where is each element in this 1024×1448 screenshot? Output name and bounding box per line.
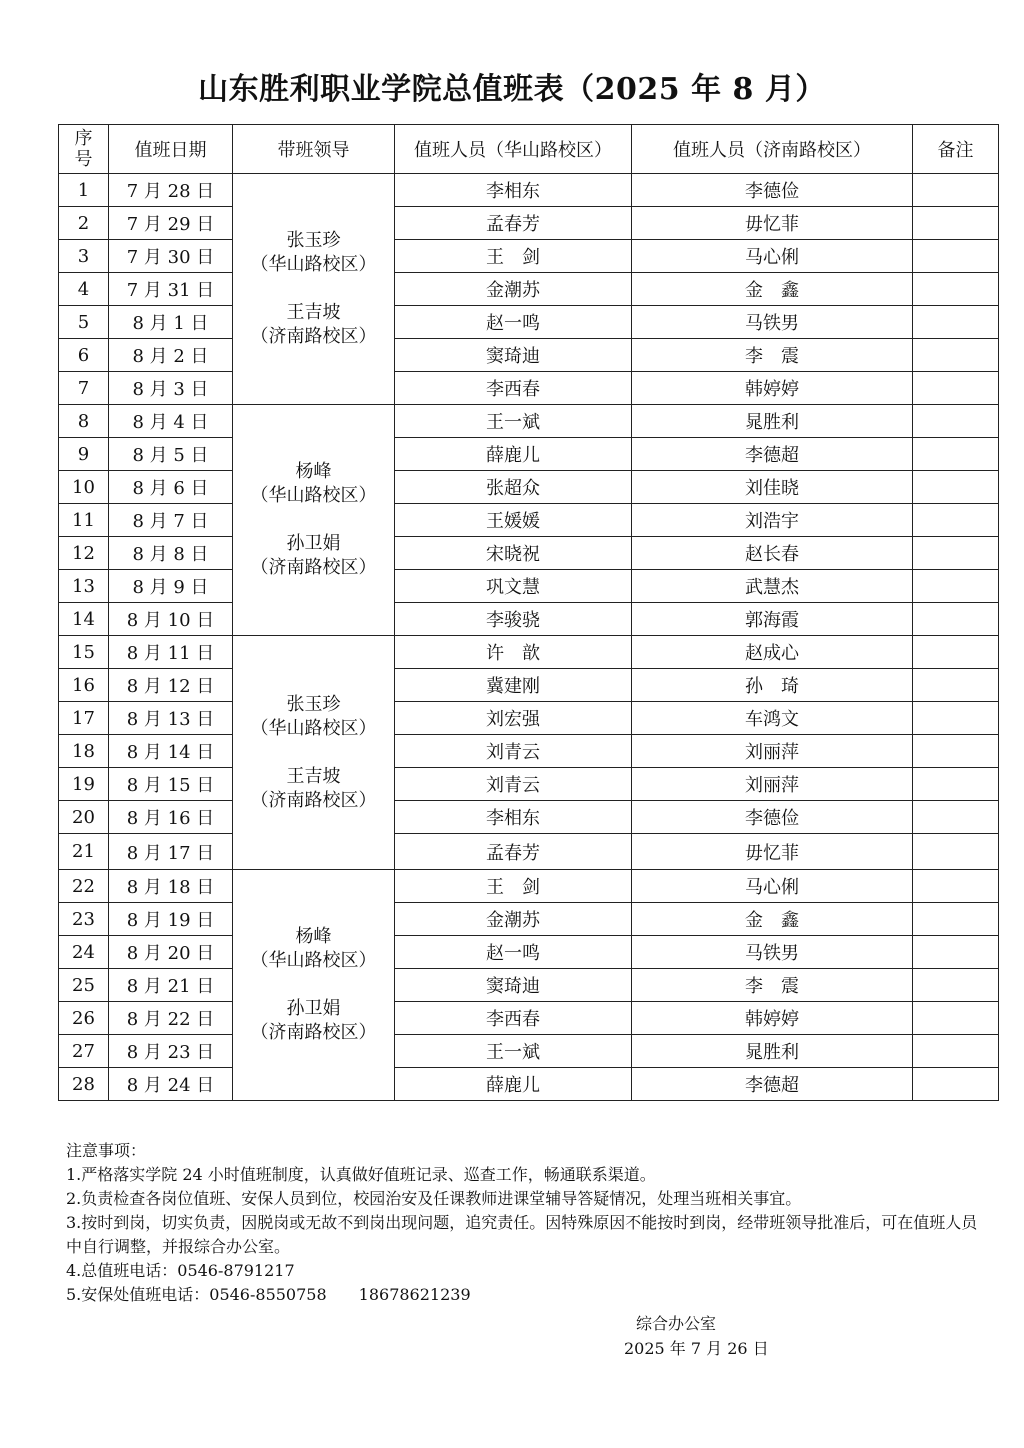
row-huashan-staff: 李西春 [395,372,632,405]
row-date: 8 月 7 日 [109,504,233,537]
row-remark [913,240,999,273]
row-date: 8 月 17 日 [109,834,233,870]
header-seq-line1: 序 [74,128,93,149]
row-jinan-staff: 晁胜利 [632,405,913,438]
row-seq: 27 [59,1035,109,1068]
row-jinan-staff: 马铁男 [632,306,913,339]
table-row [59,306,999,339]
row-huashan-staff: 薛鹿儿 [395,1068,632,1101]
leader-group-cell [233,174,395,405]
note-item: 1.严格落实学院 24 小时值班制度，认真做好值班记录、巡查工作，畅通联系渠道。 [66,1165,656,1184]
table-row [59,969,999,1002]
leader-group-cell [233,636,395,870]
leader-group-cell [233,870,395,1101]
row-date: 8 月 4 日 [109,405,233,438]
row-date: 8 月 9 日 [109,570,233,603]
row-remark [913,207,999,240]
leader-name-huashan: 张玉珍 [286,693,341,715]
row-huashan-staff: 王一斌 [395,1035,632,1068]
notes-heading: 注意事项： [66,1141,147,1160]
header-seq-line2: 号 [74,149,93,170]
row-seq: 18 [59,735,109,768]
table-row [59,207,999,240]
row-huashan-staff: 薛鹿儿 [395,438,632,471]
row-huashan-staff: 王一斌 [395,405,632,438]
table-header-row [59,125,999,174]
table-row [59,936,999,969]
row-remark [913,702,999,735]
row-date: 7 月 29 日 [109,207,233,240]
table-row [59,870,999,903]
row-remark [913,870,999,903]
table-row [59,801,999,834]
row-date: 8 月 20 日 [109,936,233,969]
leader-name-jinan: 王吉坡 [286,765,341,787]
row-remark [913,306,999,339]
row-seq: 26 [59,1002,109,1035]
page-title: 山东胜利职业学院总值班表（2025 年 8 月） [198,72,826,107]
row-date: 8 月 15 日 [109,768,233,801]
row-remark [913,768,999,801]
leader-name-jinan: 孙卫娟 [286,533,341,554]
signature-block [624,1311,784,1361]
row-date: 8 月 8 日 [109,537,233,570]
row-huashan-staff: 刘青云 [395,768,632,801]
row-jinan-staff: 韩婷婷 [632,1002,913,1035]
row-huashan-staff: 巩文慧 [395,570,632,603]
row-date: 8 月 24 日 [109,1068,233,1101]
row-remark [913,636,999,669]
row-jinan-staff: 金 鑫 [632,903,913,936]
row-jinan-staff: 金 鑫 [632,273,913,306]
row-date: 8 月 3 日 [109,372,233,405]
table-row [59,1068,999,1101]
table-row [59,903,999,936]
row-date: 8 月 19 日 [109,903,233,936]
row-seq: 9 [59,438,109,471]
row-date: 7 月 30 日 [109,240,233,273]
row-huashan-staff: 窦琦迪 [395,969,632,1002]
row-huashan-staff: 赵一鸣 [395,306,632,339]
row-remark [913,969,999,1002]
row-seq: 1 [59,174,109,207]
row-jinan-staff: 马心俐 [632,240,913,273]
row-jinan-staff: 刘浩宇 [632,504,913,537]
row-jinan-staff: 刘丽萍 [632,768,913,801]
leader-campus-jinan: （济南路校区） [250,1022,377,1043]
row-huashan-staff: 金潮苏 [395,273,632,306]
row-jinan-staff: 孙 琦 [632,669,913,702]
row-jinan-staff: 刘佳晓 [632,471,913,504]
table-row [59,372,999,405]
row-date: 8 月 2 日 [109,339,233,372]
row-seq: 16 [59,669,109,702]
leader-spacer [233,508,394,532]
row-huashan-staff: 王 剑 [395,870,632,903]
row-jinan-staff: 武慧杰 [632,570,913,603]
leader-campus-jinan: （济南路校区） [250,557,377,578]
row-date: 8 月 23 日 [109,1035,233,1068]
table-row [59,339,999,372]
row-huashan-staff: 刘宏强 [395,702,632,735]
row-seq: 4 [59,273,109,306]
note-item: 3.按时到岗，切实负责，因脱岗或无故不到岗出现问题，追究责任。因特殊原因不能按时到岗，经带班领导批准后，可在值班人员中自行调整，并报综合办公室。 [66,1213,978,1256]
row-jinan-staff: 赵长春 [632,537,913,570]
table-row [59,834,999,870]
row-seq: 8 [59,405,109,438]
row-remark [913,537,999,570]
header-huashan-staff: 值班人员（华山路校区） [395,125,632,174]
row-date: 8 月 5 日 [109,438,233,471]
row-jinan-staff: 毋忆菲 [632,207,913,240]
row-huashan-staff: 李西春 [395,1002,632,1035]
row-huashan-staff: 李骏骁 [395,603,632,636]
row-huashan-staff: 孟春芳 [395,834,632,870]
row-seq: 17 [59,702,109,735]
row-jinan-staff: 刘丽萍 [632,735,913,768]
leader-spacer [233,973,394,997]
leader-campus-jinan: （济南路校区） [250,326,377,347]
row-date: 8 月 12 日 [109,669,233,702]
row-seq: 19 [59,768,109,801]
row-remark [913,1068,999,1101]
row-date: 8 月 6 日 [109,471,233,504]
row-seq: 28 [59,1068,109,1101]
note-item: 4.总值班电话：0546-8791217 [66,1261,295,1280]
row-jinan-staff: 李德超 [632,438,913,471]
table-row [59,603,999,636]
row-remark [913,669,999,702]
row-date: 8 月 16 日 [109,801,233,834]
row-jinan-staff: 李 震 [632,969,913,1002]
row-huashan-staff: 王媛媛 [395,504,632,537]
row-seq: 24 [59,936,109,969]
leader-campus-huashan: （华山路校区） [250,717,377,739]
table-row [59,702,999,735]
row-remark [913,372,999,405]
row-huashan-staff: 冀建刚 [395,669,632,702]
row-remark [913,405,999,438]
table-row [59,1035,999,1068]
issue-date: 2025 年 7 月 26 日 [624,1339,769,1358]
row-huashan-staff: 孟春芳 [395,207,632,240]
row-date: 8 月 18 日 [109,870,233,903]
table-row [59,471,999,504]
row-seq: 25 [59,969,109,1002]
row-huashan-staff: 李相东 [395,801,632,834]
leader-campus-huashan: （华山路校区） [250,950,377,971]
row-date: 8 月 10 日 [109,603,233,636]
leader-campus-huashan: （华山路校区） [250,254,377,275]
duty-schedule-table [58,124,999,1101]
row-jinan-staff: 车鸿文 [632,702,913,735]
leader-name-jinan: 王吉坡 [286,302,341,323]
row-seq: 7 [59,372,109,405]
leader-group-cell [233,405,395,636]
row-remark [913,603,999,636]
header-seq [59,125,109,174]
leader-spacer [233,741,394,765]
table-row [59,405,999,438]
row-remark [913,834,999,870]
row-date: 7 月 28 日 [109,174,233,207]
row-seq: 13 [59,570,109,603]
leader-name-huashan: 杨峰 [295,926,332,947]
row-seq: 3 [59,240,109,273]
row-huashan-staff: 王 剑 [395,240,632,273]
row-huashan-staff: 张超众 [395,471,632,504]
row-seq: 23 [59,903,109,936]
row-seq: 10 [59,471,109,504]
header-leader: 带班领导 [233,125,395,174]
row-jinan-staff: 赵成心 [632,636,913,669]
leader-name-jinan: 孙卫娟 [286,998,341,1019]
table-body [59,174,999,1101]
row-remark [913,735,999,768]
row-seq: 15 [59,636,109,669]
leader-campus-huashan: （华山路校区） [250,485,377,506]
row-date: 8 月 11 日 [109,636,233,669]
row-remark [913,936,999,969]
row-jinan-staff: 李德超 [632,1068,913,1101]
row-remark [913,1002,999,1035]
table-row [59,1002,999,1035]
table-row [59,570,999,603]
row-jinan-staff: 毋忆菲 [632,834,913,870]
row-date: 8 月 13 日 [109,702,233,735]
table-row [59,768,999,801]
table-row [59,636,999,669]
leader-name-huashan: 杨峰 [295,461,332,482]
row-remark [913,801,999,834]
row-huashan-staff: 金潮苏 [395,903,632,936]
row-date: 8 月 1 日 [109,306,233,339]
issuing-office: 综合办公室 [636,1314,717,1333]
row-seq: 20 [59,801,109,834]
leader-spacer [233,277,394,301]
row-huashan-staff: 李相东 [395,174,632,207]
header-remark: 备注 [913,125,999,174]
table-row [59,438,999,471]
table-row [59,174,999,207]
row-huashan-staff: 许 歆 [395,636,632,669]
table-row [59,504,999,537]
row-seq: 5 [59,306,109,339]
row-seq: 21 [59,834,109,870]
row-jinan-staff: 马铁男 [632,936,913,969]
row-remark [913,570,999,603]
table-row [59,669,999,702]
row-remark [913,339,999,372]
leader-campus-jinan: （济南路校区） [250,789,377,811]
row-jinan-staff: 晁胜利 [632,1035,913,1068]
table-row [59,537,999,570]
table-row [59,273,999,306]
row-huashan-staff: 窦琦迪 [395,339,632,372]
row-jinan-staff: 马心俐 [632,870,913,903]
row-huashan-staff: 刘青云 [395,735,632,768]
row-huashan-staff: 宋晓祝 [395,537,632,570]
row-date: 7 月 31 日 [109,273,233,306]
header-jinan-staff: 值班人员（济南路校区） [632,125,913,174]
row-jinan-staff: 李德俭 [632,174,913,207]
header-date: 值班日期 [109,125,233,174]
row-jinan-staff: 李 震 [632,339,913,372]
row-seq: 11 [59,504,109,537]
note-item: 5.安保处值班电话：0546-8550758 18678621239 [66,1285,471,1304]
row-seq: 2 [59,207,109,240]
notes-section [66,1139,984,1307]
row-remark [913,1035,999,1068]
row-remark [913,174,999,207]
table-row [59,240,999,273]
row-remark [913,903,999,936]
table-row [59,735,999,768]
row-seq: 14 [59,603,109,636]
note-item: 2.负责检查各岗位值班、安保人员到位，校园治安及任课教师进课堂辅导答疑情况，处理当班相关事宜。 [66,1189,802,1208]
row-date: 8 月 22 日 [109,1002,233,1035]
row-jinan-staff: 郭海霞 [632,603,913,636]
leader-name-huashan: 张玉珍 [286,230,341,251]
row-date: 8 月 14 日 [109,735,233,768]
row-remark [913,438,999,471]
row-remark [913,471,999,504]
row-remark [913,273,999,306]
row-seq: 6 [59,339,109,372]
row-seq: 22 [59,870,109,903]
row-date: 8 月 21 日 [109,969,233,1002]
row-jinan-staff: 李德俭 [632,801,913,834]
row-jinan-staff: 韩婷婷 [632,372,913,405]
row-huashan-staff: 赵一鸣 [395,936,632,969]
row-seq: 12 [59,537,109,570]
row-remark [913,504,999,537]
